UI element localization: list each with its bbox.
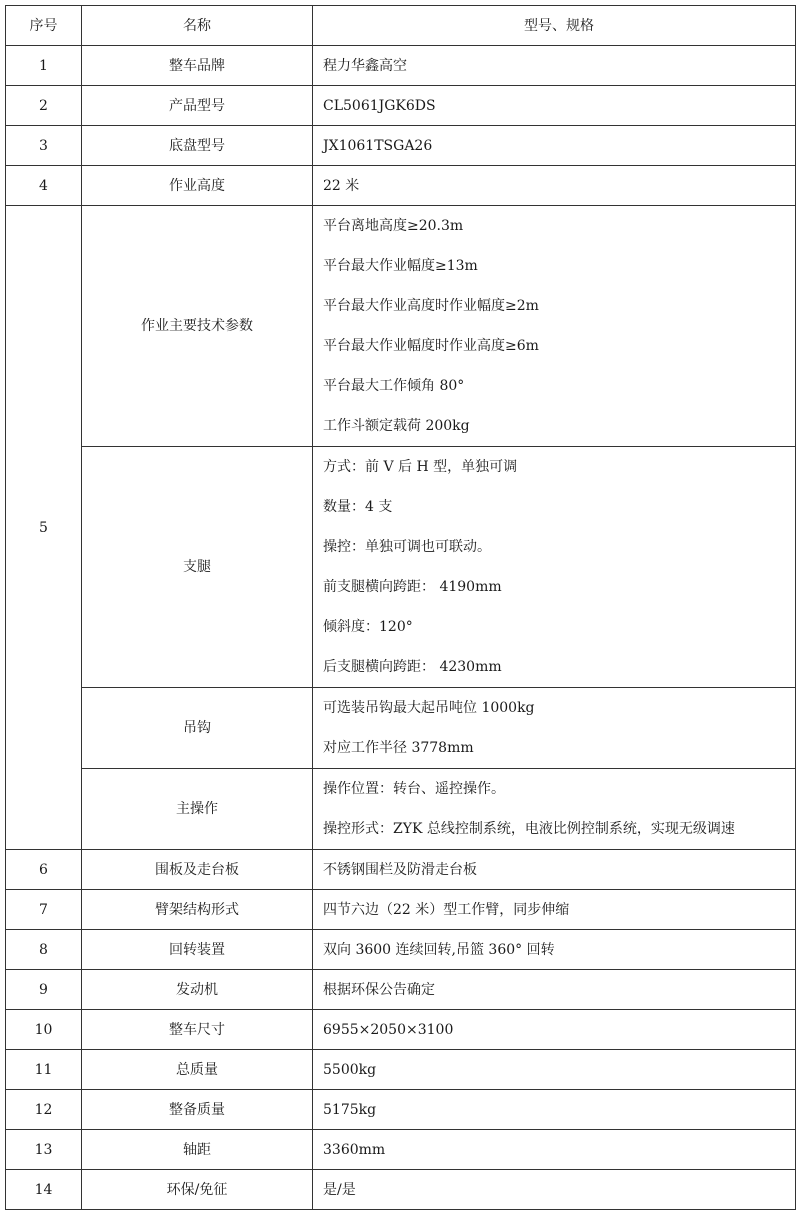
row-no: 8 (6, 930, 82, 970)
table-row-group (6, 206, 796, 447)
spec-line: 数量：4 支 (323, 499, 393, 515)
row-name: 产品型号 (82, 86, 313, 126)
table-row (6, 970, 796, 1010)
row-name: 发动机 (82, 970, 313, 1010)
group-spec (313, 769, 796, 850)
row-spec: JX1061TSGA26 (313, 126, 796, 166)
spec-line: 操控：单独可调也可联动。 (323, 539, 491, 555)
spec-line: 工作斗额定载荷 200kg (323, 418, 470, 434)
row-spec: 程力华鑫高空 (313, 46, 796, 86)
group-name: 主操作 (82, 769, 313, 850)
group-name: 支腿 (82, 447, 313, 688)
row-name: 整车尺寸 (82, 1010, 313, 1050)
header-spec: 型号、规格 (313, 6, 796, 46)
row-name: 底盘型号 (82, 126, 313, 166)
row-spec: 是/是 (313, 1170, 796, 1210)
row-no: 2 (6, 86, 82, 126)
row-no: 5 (6, 206, 82, 850)
row-no: 10 (6, 1010, 82, 1050)
row-no: 11 (6, 1050, 82, 1090)
row-no: 6 (6, 850, 82, 890)
row-name: 总质量 (82, 1050, 313, 1090)
spec-line: 倾斜度：120° (323, 619, 413, 635)
table-row-group (6, 688, 796, 769)
row-no: 12 (6, 1090, 82, 1130)
spec-line: 平台最大作业幅度时作业高度≥6m (323, 338, 539, 354)
spec-line: 平台最大作业高度时作业幅度≥2m (323, 298, 539, 314)
spec-line: 平台离地高度≥20.3m (323, 218, 464, 234)
spec-line: 可选装吊钩最大起吊吨位 1000kg (323, 700, 535, 716)
spec-line: 平台最大作业幅度≥13m (323, 258, 478, 274)
spec-line: 方式：前 V 后 H 型，单独可调 (323, 459, 518, 475)
table-row (6, 46, 796, 86)
row-spec: 5175kg (313, 1090, 796, 1130)
row-name: 回转装置 (82, 930, 313, 970)
row-name: 围板及走台板 (82, 850, 313, 890)
group-name: 吊钩 (82, 688, 313, 769)
table-row (6, 1090, 796, 1130)
spec-line: 后支腿横向跨距： 4230mm (323, 659, 502, 675)
table-row-group (6, 447, 796, 688)
table-row (6, 1050, 796, 1090)
group-spec (313, 206, 796, 447)
group-name: 作业主要技术参数 (82, 206, 313, 447)
spec-line: 平台最大工作倾角 80° (323, 378, 465, 394)
row-name: 环保/免征 (82, 1170, 313, 1210)
table-row (6, 1170, 796, 1210)
row-no: 9 (6, 970, 82, 1010)
table-row (6, 1130, 796, 1170)
row-no: 4 (6, 166, 82, 206)
spec-line: 操控形式：ZYK 总线控制系统，电液比例控制系统，实现无级调速 (323, 821, 735, 837)
row-no: 7 (6, 890, 82, 930)
row-name: 整车品牌 (82, 46, 313, 86)
row-spec: 四节六边（22 米）型工作臂，同步伸缩 (313, 890, 796, 930)
row-spec: CL5061JGK6DS (313, 86, 796, 126)
table-row (6, 890, 796, 930)
row-name: 轴距 (82, 1130, 313, 1170)
row-spec: 3360mm (313, 1130, 796, 1170)
row-spec: 双向 3600 连续回转,吊篮 360° 回转 (313, 930, 796, 970)
row-no: 1 (6, 46, 82, 86)
row-name: 整备质量 (82, 1090, 313, 1130)
row-no: 14 (6, 1170, 82, 1210)
table-row (6, 86, 796, 126)
table-row-group (6, 769, 796, 850)
group-spec (313, 447, 796, 688)
table-row (6, 126, 796, 166)
row-spec: 6955×2050×3100 (313, 1010, 796, 1050)
row-name: 作业高度 (82, 166, 313, 206)
row-spec: 根据环保公告确定 (313, 970, 796, 1010)
header-name: 名称 (82, 6, 313, 46)
group-spec (313, 688, 796, 769)
spec-line: 对应工作半径 3778mm (323, 740, 474, 756)
spec-table (5, 5, 796, 1210)
table-row (6, 1010, 796, 1050)
header-no: 序号 (6, 6, 82, 46)
row-no: 3 (6, 126, 82, 166)
table-row (6, 930, 796, 970)
row-no: 13 (6, 1130, 82, 1170)
row-spec: 不锈钢围栏及防滑走台板 (313, 850, 796, 890)
row-spec: 5500kg (313, 1050, 796, 1090)
row-name: 臂架结构形式 (82, 890, 313, 930)
spec-line: 操作位置：转台、遥控操作。 (323, 781, 505, 797)
table-row (6, 850, 796, 890)
table-header-row (6, 6, 796, 46)
row-spec: 22 米 (313, 166, 796, 206)
table-row (6, 166, 796, 206)
spec-line: 前支腿横向跨距： 4190mm (323, 579, 502, 595)
